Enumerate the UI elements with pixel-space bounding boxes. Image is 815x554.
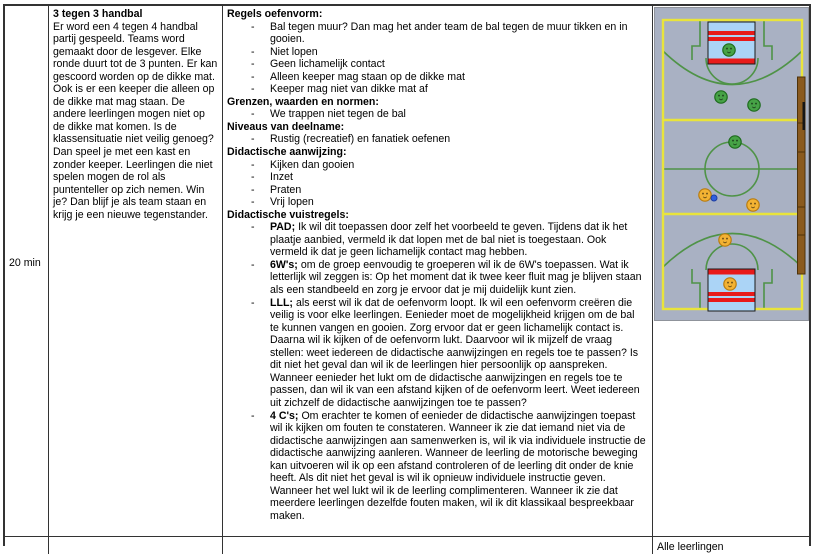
list-item: - Geen lichamelijk contact xyxy=(251,58,385,71)
section-heading-grenzen: Grenzen, waarden en normen: xyxy=(227,95,379,108)
court-diagram xyxy=(655,8,808,320)
player-icon xyxy=(729,136,741,148)
bullet-dash: - xyxy=(251,20,255,33)
clipped-text-fragment: Alle leerlingen xyxy=(657,541,724,553)
bullet-dash: - xyxy=(251,171,255,184)
player-icon xyxy=(723,44,735,56)
list-item: - LLL; als eerst wil ik dat de oefenvorm loopt. Ik wil een oefenvorm creëren die veilig is voor elke leerlingen. Eenieder moet de mogelijkheid krijgen om de bal te kunnen vangen en gooien. Zorg ervoor dat er geen lichamelijk contact is. Daarna wil ik kijken of de oefenvorm lukt. Daarvoor wil ik mijzelf de vraag stellen: weet iedereen de didactische aanwijzingen en regels toe te passen? Is dit niet het geval dan wil ik de leerlingen hier persoonlijk op aanspreken. Wanneer eenieder het lukt om de didactische aanwijzingen en regels toe te passen, dan wil ik van een afstand kijken of de oefenvorm leert. Weet iedereen uit zichzelf de didactische aanwijzingen toe te passen? xyxy=(251,296,640,409)
player-icon xyxy=(699,189,711,201)
section-heading-regels: Regels oefenvorm: xyxy=(227,8,323,20)
list-item: - PAD; Ik wil dit toepassen door zelf het voorbeeld te geven. Tijdens dat ik het plaatje aanbied, vermeld ik dat lopen met de bal niet is toegestaan. Ook vermeld ik dat je geen lichamelijk contact mag hebben. xyxy=(251,221,628,259)
time-label: 20 min xyxy=(9,257,41,269)
bullet-dash: - xyxy=(251,409,255,422)
list-item: - Rustig (recreatief) en fanatiek oefenen xyxy=(251,133,451,146)
player-icon xyxy=(724,278,736,290)
next-row-details-cell xyxy=(223,537,653,554)
rule-keyword: 6W's; xyxy=(270,258,298,271)
next-row-time-cell xyxy=(5,537,49,554)
list-item: - 6W's; om de groep eenvoudig te groeperen wil ik de 6W's toepassen. Wat ik letterlijk wil zeggen is: Op het moment dat ik twee keer fluit mag je blijven staan als een standbeeld en zorg je ervoor dat je mij duidelijk kunt zien. xyxy=(251,258,642,297)
time-cell xyxy=(5,6,49,537)
next-row-diagram-cell xyxy=(653,537,809,554)
section-heading-vuistregels: Didactische vuistregels: xyxy=(227,208,349,221)
bullet-dash: - xyxy=(251,45,255,58)
list-item: - Kijken dan gooien xyxy=(251,158,355,171)
player-icon xyxy=(747,199,759,211)
list-item: - We trappen niet tegen de bal xyxy=(251,108,406,121)
activity-cell xyxy=(49,6,223,537)
list-item: - Praten xyxy=(251,183,302,196)
court-image xyxy=(654,7,809,321)
bullet-dash: - xyxy=(251,58,255,71)
bench xyxy=(798,77,806,274)
details-cell xyxy=(223,6,653,537)
bullet-dash: - xyxy=(251,183,255,196)
bullet-dash: - xyxy=(251,296,255,309)
player-icon xyxy=(748,99,760,111)
bullet-dash: - xyxy=(251,196,255,209)
bullet-dash: - xyxy=(251,133,255,146)
list-item: - Keeper mag niet van dikke mat af xyxy=(251,83,428,96)
player-icon xyxy=(715,91,727,103)
list-item: - Alleen keeper mag staan op de dikke mat xyxy=(251,70,465,83)
rule-keyword: LLL; xyxy=(270,296,293,309)
bullet-dash: - xyxy=(251,158,255,171)
lesson-plan-table xyxy=(3,4,811,553)
next-row-activity-cell xyxy=(49,537,223,554)
rule-keyword: PAD; xyxy=(270,221,296,234)
section-heading-niveaus: Niveaus van deelname: xyxy=(227,120,345,133)
rule-keyword: 4 C's; xyxy=(270,409,299,422)
diagram-cell xyxy=(653,6,809,537)
list-item: - Vrij lopen xyxy=(251,196,314,209)
bullet-dash: - xyxy=(251,258,255,271)
ball-icon xyxy=(711,195,717,201)
bullet-dash: - xyxy=(251,108,255,121)
bullet-dash: - xyxy=(251,221,255,234)
player-icon xyxy=(719,234,731,246)
list-item: - Niet lopen xyxy=(251,45,318,58)
activity-title: 3 tegen 3 handbal xyxy=(53,8,143,20)
section-heading-aanwijzing: Didactische aanwijzing: xyxy=(227,146,347,159)
bullet-dash: - xyxy=(251,83,255,96)
top-mat xyxy=(708,22,755,64)
activity-description: Er word een 4 tegen 4 handbal partij gespeeld. Teams word gemaakt door de lesgever. Elke ronde duurt tot de 3 punten. Er kan gescoord worden op de dikke mat. Ook is er een keeper die alleen op de dikke mat mag staan. De andere leerlingen mogen niet op de dikke mat komen. Is de klassensituatie niet veilig genoeg? Dan speel je met een kast en zonder keeper. Leerlingen die niet spelen mogen de rol als puntenteller op zich nemen. Win je? Dan blijf je als team staan en krijg je een nieuwe tegenstander. xyxy=(53,20,218,221)
list-item: - Bal tegen muur? Dan mag het ander team de bal tegen de muur tikken en in gooien. xyxy=(251,20,628,46)
bullet-dash: - xyxy=(251,70,255,83)
list-item: - 4 C's; Om erachter te komen of eenieder de didactische aanwijzingen toepast wil ik kijken om fouten te constateren. Wanneer ik zie dat iemand niet via de didactische aanwijzingen aan samenwerken is, wil ik via individuele instructie de didactische aanwijzing aanleren. Wanneer de leerling de motorische beweging kan uitvoeren wil ik op een afstand controleren of de leerling dit onder de knie heeft. Als dit niet het geval is wil ik opnieuw individuele instructie geven. Wanneer het wel lukt wil ik de leerling complimenteren. Wanneer ik zie dat meerdere leerlingen dezelfde fouten maken, wil ik dit klassikaal bespreekbaar maken. xyxy=(251,409,646,522)
list-item: - Inzet xyxy=(251,171,293,184)
